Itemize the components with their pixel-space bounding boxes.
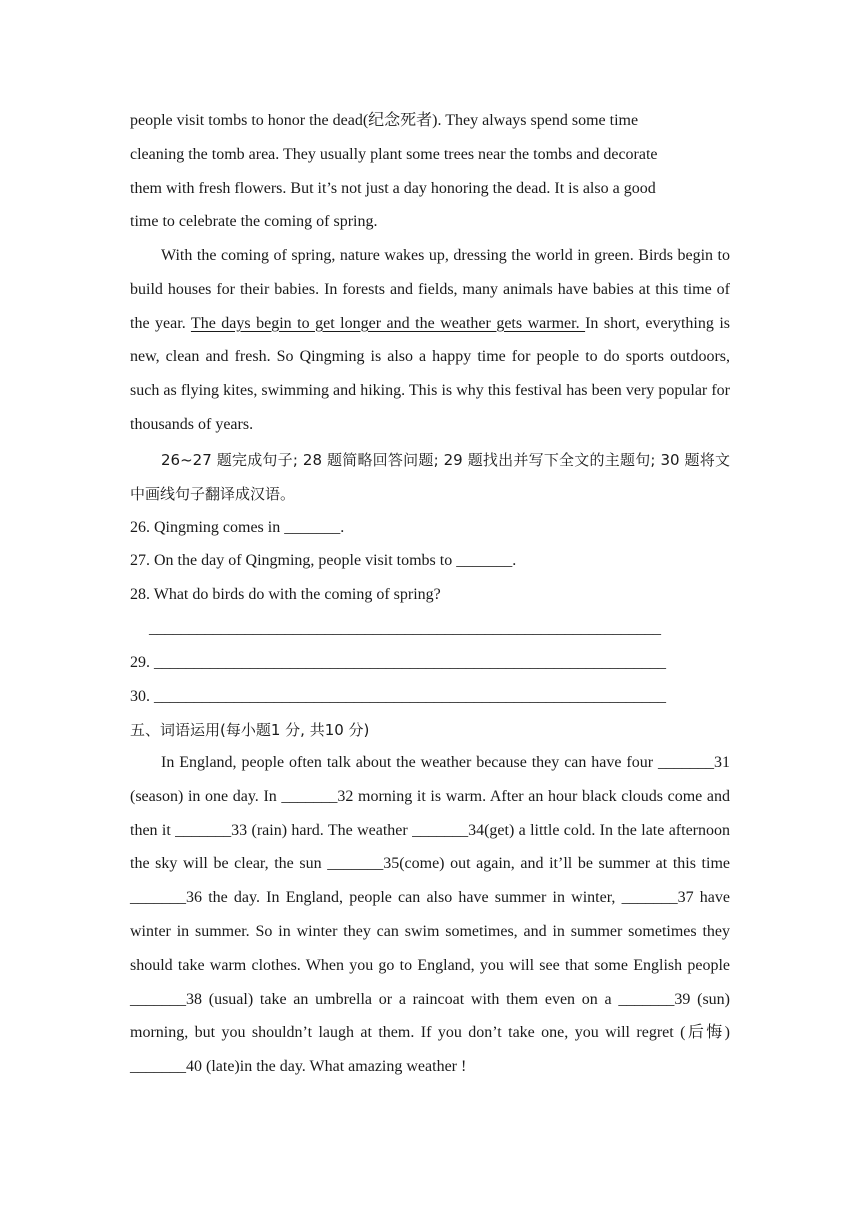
passage-line: cleaning the tomb area. They usually plant some trees near the tombs and decorate — [130, 145, 658, 163]
question-30[interactable]: 30. ________________________________________________________________ — [130, 688, 666, 705]
passage-line: them with fresh flowers. But it’s not just a day honoring the dead. It is also a good — [130, 179, 656, 197]
question-27: 27. On the day of Qingming, people visit tombs to _______. — [130, 552, 517, 569]
answer-line-28[interactable]: ________________________________________________________________ — [149, 620, 661, 637]
paragraph-text: In short, everything is new, clean and fresh. So Qingming is also a happy time for people to do sports outdoors, such as flying kites, swimming and hiking. This is why this festival has been very popular for thousands of years. — [130, 314, 731, 433]
question-instructions: 26~27 题完成句子; 28 题简略回答问题; 29 题找出并写下全文的主题句; 30 题将文中画线句子翻译成汉语。 — [130, 451, 730, 503]
passage-line: people visit tombs to honor the dead(纪念死者). They always spend some time — [130, 112, 639, 129]
passage-paragraph-1 — [130, 104, 730, 239]
question-26: 26. Qingming comes in _______. — [130, 519, 345, 536]
section-heading: 五、词语运用(每小题1 分, 共10 分) — [130, 721, 370, 739]
question-29[interactable]: 29. ________________________________________________________________ — [130, 654, 666, 671]
passage-paragraph-2 — [130, 239, 730, 442]
question-28: 28. What do birds do with the coming of spring? — [130, 586, 441, 603]
underlined-sentence: The days begin to get longer and the weather gets warmer. — [190, 314, 586, 332]
passage-line: time to celebrate the coming of spring. — [130, 213, 378, 231]
paragraph-text: With the coming of spring, nature wakes up, dressing the world in green. Birds begin to build houses for their babies. In forests and fields, many animals have babies at this time of the year. — [130, 247, 730, 332]
cloze-passage: In England, people often talk about the weather because they can have four _______31 (season) in one day. In _______32 morning it is warm. After an hour black clouds come and then it _______33 (rain) hard. The weather _______34(get) a little cold. In the late afternoon the sky will be clear, the sun _______35(come) out again, and it’ll be summer at this time _______36 the day. In England, people can also have summer in winter, _______37 have winter in summer. So in winter they can swim sometimes, and in summer sometimes they should take warm clothes. When you go to England, you will see that some English people _______38 (usual) take an umbrella or a raincoat with them even on a _______39 (sun) morning, but you shouldn’t laugh at them. If you don’t take one, you will regret (后悔) _______40 (late)in the day. What amazing weather ! — [130, 754, 730, 1076]
